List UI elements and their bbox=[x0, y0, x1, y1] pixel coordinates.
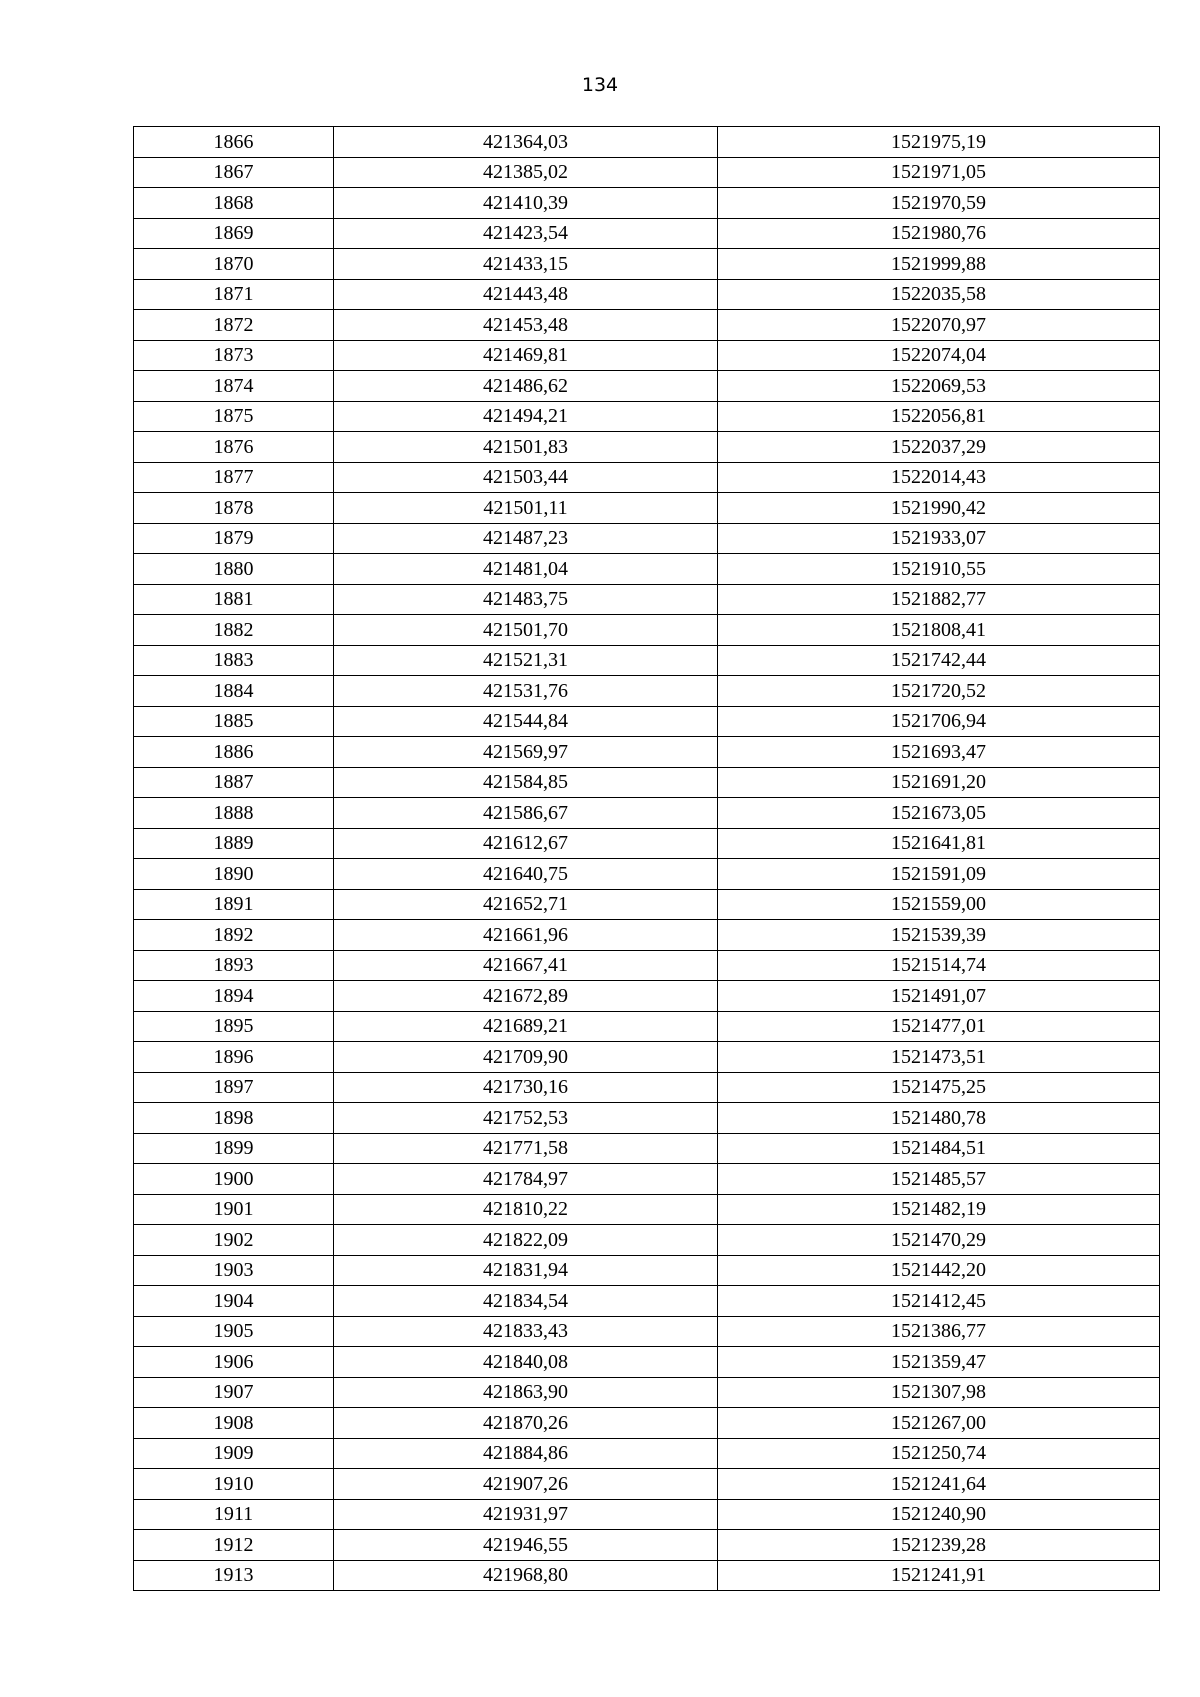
x-coordinate-cell: 421584,85 bbox=[334, 767, 718, 798]
x-coordinate-cell: 421884,86 bbox=[334, 1438, 718, 1469]
y-coordinate-cell: 1521971,05 bbox=[718, 157, 1160, 188]
point-number-cell: 1866 bbox=[134, 127, 334, 158]
y-coordinate-cell: 1521239,28 bbox=[718, 1530, 1160, 1561]
table-row bbox=[134, 889, 1160, 920]
coordinates-table bbox=[133, 126, 1160, 1591]
table-row bbox=[134, 279, 1160, 310]
y-coordinate-cell: 1521412,45 bbox=[718, 1286, 1160, 1317]
table-row bbox=[134, 157, 1160, 188]
x-coordinate-cell: 421689,21 bbox=[334, 1011, 718, 1042]
table-row bbox=[134, 1103, 1160, 1134]
x-coordinate-cell: 421870,26 bbox=[334, 1408, 718, 1439]
table-row bbox=[134, 1469, 1160, 1500]
table-row bbox=[134, 1377, 1160, 1408]
y-coordinate-cell: 1521559,00 bbox=[718, 889, 1160, 920]
point-number-cell: 1903 bbox=[134, 1255, 334, 1286]
table-row bbox=[134, 615, 1160, 646]
y-coordinate-cell: 1521591,09 bbox=[718, 859, 1160, 890]
y-coordinate-cell: 1521693,47 bbox=[718, 737, 1160, 768]
y-coordinate-cell: 1522070,97 bbox=[718, 310, 1160, 341]
x-coordinate-cell: 421661,96 bbox=[334, 920, 718, 951]
point-number-cell: 1882 bbox=[134, 615, 334, 646]
x-coordinate-cell: 421569,97 bbox=[334, 737, 718, 768]
y-coordinate-cell: 1522069,53 bbox=[718, 371, 1160, 402]
y-coordinate-cell: 1521250,74 bbox=[718, 1438, 1160, 1469]
point-number-cell: 1897 bbox=[134, 1072, 334, 1103]
table-row bbox=[134, 676, 1160, 707]
table-row bbox=[134, 706, 1160, 737]
point-number-cell: 1898 bbox=[134, 1103, 334, 1134]
y-coordinate-cell: 1521484,51 bbox=[718, 1133, 1160, 1164]
point-number-cell: 1872 bbox=[134, 310, 334, 341]
point-number-cell: 1900 bbox=[134, 1164, 334, 1195]
y-coordinate-cell: 1521970,59 bbox=[718, 188, 1160, 219]
x-coordinate-cell: 421486,62 bbox=[334, 371, 718, 402]
point-number-cell: 1888 bbox=[134, 798, 334, 829]
y-coordinate-cell: 1521267,00 bbox=[718, 1408, 1160, 1439]
table-row bbox=[134, 584, 1160, 615]
y-coordinate-cell: 1521386,77 bbox=[718, 1316, 1160, 1347]
table-row bbox=[134, 371, 1160, 402]
point-number-cell: 1879 bbox=[134, 523, 334, 554]
point-number-cell: 1880 bbox=[134, 554, 334, 585]
y-coordinate-cell: 1521990,42 bbox=[718, 493, 1160, 524]
x-coordinate-cell: 421586,67 bbox=[334, 798, 718, 829]
y-coordinate-cell: 1522037,29 bbox=[718, 432, 1160, 463]
y-coordinate-cell: 1522035,58 bbox=[718, 279, 1160, 310]
table-row bbox=[134, 859, 1160, 890]
table-row bbox=[134, 981, 1160, 1012]
x-coordinate-cell: 421834,54 bbox=[334, 1286, 718, 1317]
y-coordinate-cell: 1522056,81 bbox=[718, 401, 1160, 432]
table-row bbox=[134, 920, 1160, 951]
point-number-cell: 1884 bbox=[134, 676, 334, 707]
point-number-cell: 1873 bbox=[134, 340, 334, 371]
table-row bbox=[134, 1225, 1160, 1256]
x-coordinate-cell: 421423,54 bbox=[334, 218, 718, 249]
x-coordinate-cell: 421810,22 bbox=[334, 1194, 718, 1225]
x-coordinate-cell: 421481,04 bbox=[334, 554, 718, 585]
table-row bbox=[134, 1438, 1160, 1469]
y-coordinate-cell: 1521691,20 bbox=[718, 767, 1160, 798]
point-number-cell: 1871 bbox=[134, 279, 334, 310]
point-number-cell: 1887 bbox=[134, 767, 334, 798]
y-coordinate-cell: 1521999,88 bbox=[718, 249, 1160, 280]
x-coordinate-cell: 421640,75 bbox=[334, 859, 718, 890]
point-number-cell: 1892 bbox=[134, 920, 334, 951]
point-number-cell: 1885 bbox=[134, 706, 334, 737]
y-coordinate-cell: 1521882,77 bbox=[718, 584, 1160, 615]
point-number-cell: 1869 bbox=[134, 218, 334, 249]
table-row bbox=[134, 462, 1160, 493]
table-row bbox=[134, 1072, 1160, 1103]
x-coordinate-cell: 421931,97 bbox=[334, 1499, 718, 1530]
point-number-cell: 1902 bbox=[134, 1225, 334, 1256]
table-row bbox=[134, 432, 1160, 463]
x-coordinate-cell: 421822,09 bbox=[334, 1225, 718, 1256]
x-coordinate-cell: 421410,39 bbox=[334, 188, 718, 219]
point-number-cell: 1868 bbox=[134, 188, 334, 219]
x-coordinate-cell: 421652,71 bbox=[334, 889, 718, 920]
y-coordinate-cell: 1521470,29 bbox=[718, 1225, 1160, 1256]
table-row bbox=[134, 1560, 1160, 1591]
x-coordinate-cell: 421840,08 bbox=[334, 1347, 718, 1378]
point-number-cell: 1909 bbox=[134, 1438, 334, 1469]
y-coordinate-cell: 1521359,47 bbox=[718, 1347, 1160, 1378]
y-coordinate-cell: 1521307,98 bbox=[718, 1377, 1160, 1408]
table-row bbox=[134, 1499, 1160, 1530]
x-coordinate-cell: 421503,44 bbox=[334, 462, 718, 493]
y-coordinate-cell: 1521910,55 bbox=[718, 554, 1160, 585]
table-row bbox=[134, 188, 1160, 219]
table-row bbox=[134, 1530, 1160, 1561]
point-number-cell: 1901 bbox=[134, 1194, 334, 1225]
point-number-cell: 1890 bbox=[134, 859, 334, 890]
table-row bbox=[134, 523, 1160, 554]
x-coordinate-cell: 421364,03 bbox=[334, 127, 718, 158]
table-row bbox=[134, 127, 1160, 158]
y-coordinate-cell: 1522074,04 bbox=[718, 340, 1160, 371]
point-number-cell: 1906 bbox=[134, 1347, 334, 1378]
y-coordinate-cell: 1521933,07 bbox=[718, 523, 1160, 554]
table-row bbox=[134, 249, 1160, 280]
y-coordinate-cell: 1521473,51 bbox=[718, 1042, 1160, 1073]
x-coordinate-cell: 421501,83 bbox=[334, 432, 718, 463]
x-coordinate-cell: 421469,81 bbox=[334, 340, 718, 371]
table-row bbox=[134, 1316, 1160, 1347]
point-number-cell: 1889 bbox=[134, 828, 334, 859]
x-coordinate-cell: 421521,31 bbox=[334, 645, 718, 676]
x-coordinate-cell: 421784,97 bbox=[334, 1164, 718, 1195]
y-coordinate-cell: 1521482,19 bbox=[718, 1194, 1160, 1225]
point-number-cell: 1894 bbox=[134, 981, 334, 1012]
x-coordinate-cell: 421709,90 bbox=[334, 1042, 718, 1073]
table-row bbox=[134, 1347, 1160, 1378]
coordinates-table-body bbox=[134, 127, 1160, 1591]
y-coordinate-cell: 1521539,39 bbox=[718, 920, 1160, 951]
table-row bbox=[134, 1286, 1160, 1317]
y-coordinate-cell: 1522014,43 bbox=[718, 462, 1160, 493]
point-number-cell: 1886 bbox=[134, 737, 334, 768]
x-coordinate-cell: 421453,48 bbox=[334, 310, 718, 341]
y-coordinate-cell: 1521673,05 bbox=[718, 798, 1160, 829]
point-number-cell: 1896 bbox=[134, 1042, 334, 1073]
y-coordinate-cell: 1521641,81 bbox=[718, 828, 1160, 859]
point-number-cell: 1913 bbox=[134, 1560, 334, 1591]
x-coordinate-cell: 421771,58 bbox=[334, 1133, 718, 1164]
table-row bbox=[134, 310, 1160, 341]
point-number-cell: 1907 bbox=[134, 1377, 334, 1408]
point-number-cell: 1878 bbox=[134, 493, 334, 524]
x-coordinate-cell: 421831,94 bbox=[334, 1255, 718, 1286]
point-number-cell: 1908 bbox=[134, 1408, 334, 1439]
point-number-cell: 1877 bbox=[134, 462, 334, 493]
y-coordinate-cell: 1521480,78 bbox=[718, 1103, 1160, 1134]
point-number-cell: 1883 bbox=[134, 645, 334, 676]
point-number-cell: 1899 bbox=[134, 1133, 334, 1164]
x-coordinate-cell: 421907,26 bbox=[334, 1469, 718, 1500]
y-coordinate-cell: 1521442,20 bbox=[718, 1255, 1160, 1286]
point-number-cell: 1904 bbox=[134, 1286, 334, 1317]
x-coordinate-cell: 421752,53 bbox=[334, 1103, 718, 1134]
point-number-cell: 1875 bbox=[134, 401, 334, 432]
x-coordinate-cell: 421833,43 bbox=[334, 1316, 718, 1347]
y-coordinate-cell: 1521491,07 bbox=[718, 981, 1160, 1012]
x-coordinate-cell: 421544,84 bbox=[334, 706, 718, 737]
point-number-cell: 1905 bbox=[134, 1316, 334, 1347]
point-number-cell: 1874 bbox=[134, 371, 334, 402]
x-coordinate-cell: 421672,89 bbox=[334, 981, 718, 1012]
table-row bbox=[134, 1164, 1160, 1195]
table-row bbox=[134, 1133, 1160, 1164]
page-number: 134 bbox=[581, 74, 619, 96]
point-number-cell: 1881 bbox=[134, 584, 334, 615]
x-coordinate-cell: 421863,90 bbox=[334, 1377, 718, 1408]
x-coordinate-cell: 421946,55 bbox=[334, 1530, 718, 1561]
table-row bbox=[134, 950, 1160, 981]
table-row bbox=[134, 1011, 1160, 1042]
x-coordinate-cell: 421443,48 bbox=[334, 279, 718, 310]
table-row bbox=[134, 1255, 1160, 1286]
point-number-cell: 1870 bbox=[134, 249, 334, 280]
table-row bbox=[134, 645, 1160, 676]
table-row bbox=[134, 340, 1160, 371]
table-row bbox=[134, 1194, 1160, 1225]
point-number-cell: 1876 bbox=[134, 432, 334, 463]
y-coordinate-cell: 1521706,94 bbox=[718, 706, 1160, 737]
y-coordinate-cell: 1521240,90 bbox=[718, 1499, 1160, 1530]
point-number-cell: 1911 bbox=[134, 1499, 334, 1530]
point-number-cell: 1910 bbox=[134, 1469, 334, 1500]
point-number-cell: 1893 bbox=[134, 950, 334, 981]
y-coordinate-cell: 1521720,52 bbox=[718, 676, 1160, 707]
y-coordinate-cell: 1521475,25 bbox=[718, 1072, 1160, 1103]
y-coordinate-cell: 1521485,57 bbox=[718, 1164, 1160, 1195]
x-coordinate-cell: 421494,21 bbox=[334, 401, 718, 432]
x-coordinate-cell: 421531,76 bbox=[334, 676, 718, 707]
x-coordinate-cell: 421730,16 bbox=[334, 1072, 718, 1103]
x-coordinate-cell: 421612,67 bbox=[334, 828, 718, 859]
table-row bbox=[134, 218, 1160, 249]
x-coordinate-cell: 421487,23 bbox=[334, 523, 718, 554]
y-coordinate-cell: 1521742,44 bbox=[718, 645, 1160, 676]
x-coordinate-cell: 421483,75 bbox=[334, 584, 718, 615]
x-coordinate-cell: 421968,80 bbox=[334, 1560, 718, 1591]
y-coordinate-cell: 1521477,01 bbox=[718, 1011, 1160, 1042]
table-row bbox=[134, 828, 1160, 859]
table-row bbox=[134, 493, 1160, 524]
table-row bbox=[134, 1408, 1160, 1439]
table-row bbox=[134, 798, 1160, 829]
point-number-cell: 1895 bbox=[134, 1011, 334, 1042]
y-coordinate-cell: 1521980,76 bbox=[718, 218, 1160, 249]
table-row bbox=[134, 401, 1160, 432]
y-coordinate-cell: 1521241,64 bbox=[718, 1469, 1160, 1500]
y-coordinate-cell: 1521808,41 bbox=[718, 615, 1160, 646]
point-number-cell: 1912 bbox=[134, 1530, 334, 1561]
point-number-cell: 1867 bbox=[134, 157, 334, 188]
x-coordinate-cell: 421385,02 bbox=[334, 157, 718, 188]
table-row bbox=[134, 767, 1160, 798]
y-coordinate-cell: 1521514,74 bbox=[718, 950, 1160, 981]
x-coordinate-cell: 421501,70 bbox=[334, 615, 718, 646]
table-row bbox=[134, 1042, 1160, 1073]
point-number-cell: 1891 bbox=[134, 889, 334, 920]
x-coordinate-cell: 421667,41 bbox=[334, 950, 718, 981]
table-row bbox=[134, 554, 1160, 585]
x-coordinate-cell: 421433,15 bbox=[334, 249, 718, 280]
x-coordinate-cell: 421501,11 bbox=[334, 493, 718, 524]
y-coordinate-cell: 1521975,19 bbox=[718, 127, 1160, 158]
table-row bbox=[134, 737, 1160, 768]
y-coordinate-cell: 1521241,91 bbox=[718, 1560, 1160, 1591]
